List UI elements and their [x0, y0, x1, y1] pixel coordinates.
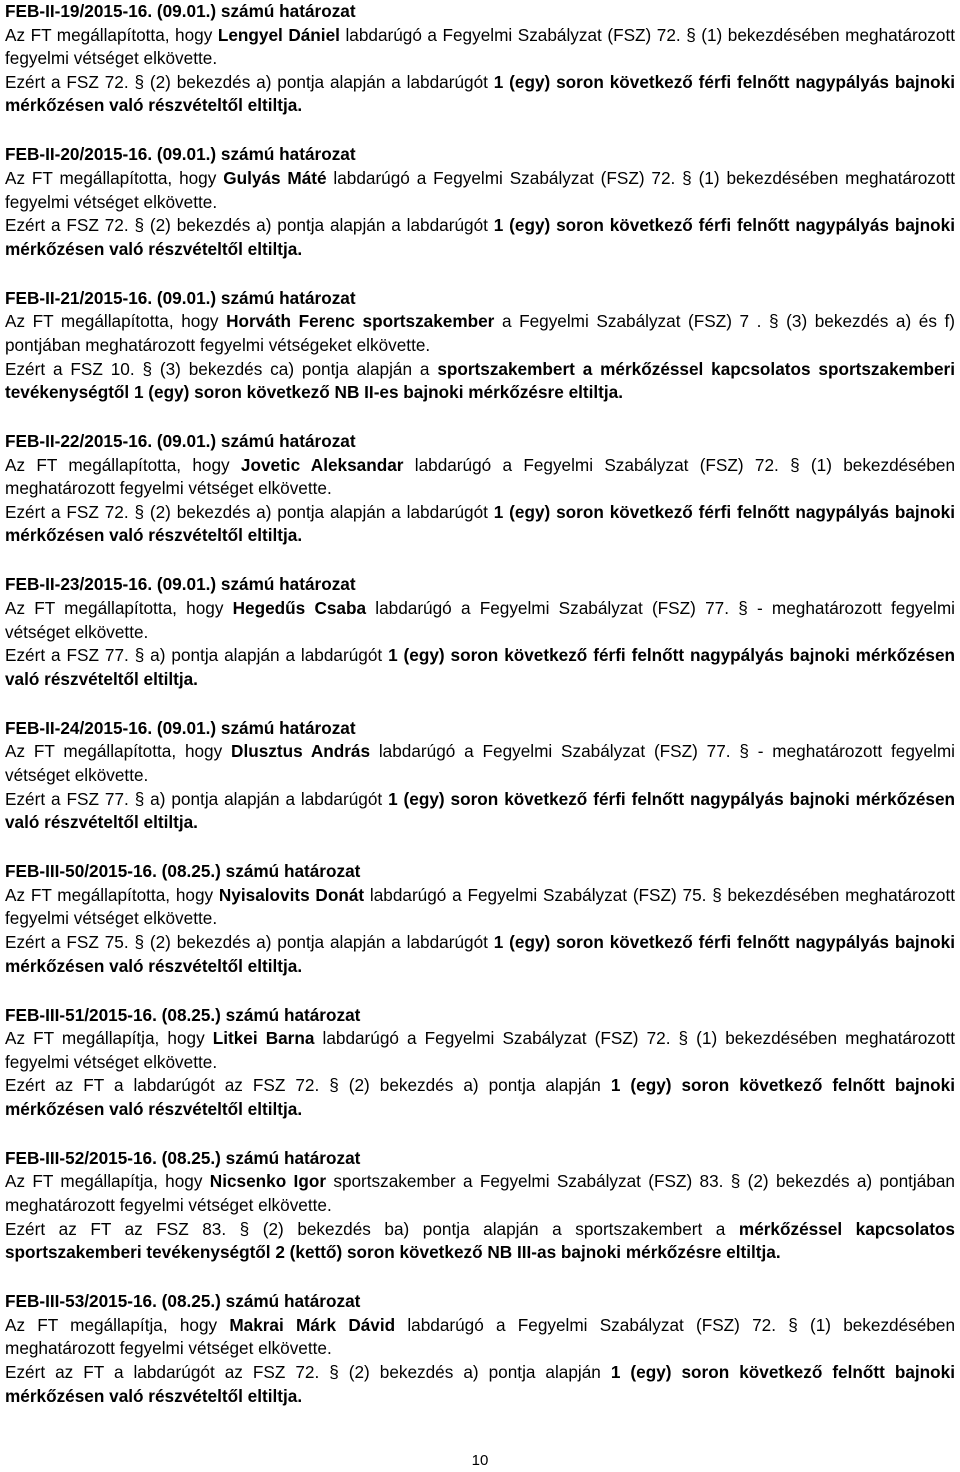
- text: Ezért a FSZ 72. § (2) bekezdés a) pontja alapján a labdarúgót: [5, 71, 494, 92]
- bold-text: Lengyel Dániel: [217, 24, 340, 45]
- decision-header: FEB-II-19/2015-16. (09.01.) számú határozat: [5, 1, 356, 21]
- text: Ezért a FSZ 75. § (2) bekezdés a) pontja alapján a labdarúgót: [5, 931, 494, 952]
- decision-header: FEB-II-24/2015-16. (09.01.) számú határozat: [5, 717, 356, 738]
- decision-entry: [5, 430, 955, 548]
- sanction-paragraph: [5, 644, 955, 691]
- sanction-paragraph: [5, 501, 955, 548]
- bold-text: Gulyás Máté: [223, 167, 327, 188]
- text: Ezért az FT a labdarúgót az FSZ 72. § (2) bekezdés a) pontja alapján: [5, 1075, 611, 1096]
- sanction-paragraph: [5, 931, 955, 978]
- text: Ezért a FSZ 72. § (2) bekezdés a) pontja alapján a labdarúgót: [5, 501, 494, 522]
- decision-header: FEB-III-52/2015-16. (08.25.) számú határozat: [5, 1147, 361, 1168]
- bold-text: Nicsenko Igor: [209, 1171, 327, 1192]
- decision-header: FEB-II-22/2015-16. (09.01.) számú határozat: [5, 431, 356, 452]
- finding-paragraph: [5, 884, 955, 931]
- finding-paragraph: [5, 454, 955, 501]
- sanction-paragraph: [5, 1074, 955, 1121]
- text: labdarúgó a Fegyelmi Szabályzat (FSZ) 72. § (1) bekezdésében meghatározott fegyelmi vétséget elkövette.: [5, 1314, 956, 1359]
- bold-text: Horváth Ferenc sportszakember: [226, 311, 495, 332]
- text: Ezért a FSZ 72. § (2) bekezdés a) pontja alapján a labdarúgót: [5, 215, 494, 236]
- bold-text: Dlusztus András: [231, 741, 371, 762]
- text: Ezért a FSZ 77. § a) pontja alapján a labdarúgót: [5, 788, 389, 809]
- text: Az FT megállapítja, hogy: [5, 1028, 213, 1049]
- bold-text: Jovetic Aleksandar: [240, 454, 404, 475]
- finding-paragraph: [5, 310, 955, 357]
- bold-text: mérkőzéssel kapcsolatos sportszakemberi tevékenységtől 2 (kettő) soron következő NB III-as bajnoki mérkőzésre eltiltja.: [5, 1218, 955, 1263]
- sanction-paragraph: [5, 788, 955, 835]
- text: Ezért az FT a labdarúgót az FSZ 72. § (2) bekezdés a) pontja alapján: [5, 1362, 611, 1383]
- finding-paragraph: [5, 740, 955, 787]
- finding-paragraph: [5, 167, 955, 214]
- finding-paragraph: [5, 1027, 955, 1074]
- decision-header: FEB-III-53/2015-16. (08.25.) számú határozat: [5, 1291, 361, 1312]
- bold-text: Hegedűs Csaba: [232, 598, 367, 619]
- text: sportszakember a Fegyelmi Szabályzat (FSZ) 83. § (2) bekezdés a) pontjában meghatározott fegyelmi vétséget elkövette.: [5, 1171, 955, 1216]
- finding-paragraph: [5, 1314, 955, 1361]
- sanction-paragraph: [5, 358, 955, 405]
- text: Az FT megállapította, hogy: [5, 884, 219, 905]
- decision-header: FEB-II-23/2015-16. (09.01.) számú határozat: [5, 574, 356, 595]
- text: a Fegyelmi Szabályzat (FSZ) 7 . § (3) bekezdés a) és f) pontjában meghatározott fegyelmi vétségeket elkövette.: [5, 311, 955, 355]
- bold-text: 1 (egy) soron következő férfi felnőtt nagypályás bajnoki mérkőzésen való részvételtől eltiltja.: [5, 788, 955, 833]
- text: labdarúgó a Fegyelmi Szabályzat (FSZ) 72. § (1) bekezdésében meghatározott fegyelmi vétséget elkövette.: [5, 167, 955, 212]
- sanction-paragraph: [5, 214, 955, 261]
- decision-entry: [5, 0, 955, 118]
- text: labdarúgó a Fegyelmi Szabályzat (FSZ) 77. § - meghatározott fegyelmi vétséget elkövette.: [5, 598, 956, 642]
- text: Ezért az FT az FSZ 83. § (2) bekezdés ba) pontja alapján a sportszakembert a: [5, 1218, 739, 1239]
- bold-text: Nyisalovits Donát: [218, 884, 365, 905]
- finding-paragraph: [5, 597, 955, 644]
- sanction-paragraph: [5, 1218, 955, 1265]
- bold-text: 1 (egy) soron következő férfi felnőtt nagypályás bajnoki mérkőzésen való részvételtől eltiltja.: [5, 501, 955, 546]
- decision-entry: [5, 860, 955, 978]
- text: Az FT megállapítja, hogy: [5, 1314, 230, 1335]
- bold-text: 1 (egy) soron következő férfi felnőtt nagypályás bajnoki mérkőzésen való részvételtől eltiltja.: [5, 931, 955, 976]
- text: labdarúgó a Fegyelmi Szabályzat (FSZ) 75. § bekezdésében meghatározott fegyelmi vétséget elkövette.: [5, 884, 955, 929]
- decision-entry: [5, 1147, 955, 1265]
- decision-header: FEB-II-21/2015-16. (09.01.) számú határozat: [5, 287, 356, 308]
- finding-paragraph: [5, 24, 955, 71]
- decision-entry: [5, 287, 955, 405]
- text: Ezért a FSZ 77. § a) pontja alapján a labdarúgót: [5, 645, 389, 666]
- text: Az FT megállapítja, hogy: [5, 1171, 210, 1192]
- decision-entry: [5, 143, 955, 261]
- decision-header: FEB-II-20/2015-16. (09.01.) számú határozat: [5, 144, 356, 165]
- decision-entry: [5, 717, 955, 835]
- bold-text: 1 (egy) soron következő felnőtt bajnoki mérkőzésen való részvételtől eltiltja.: [5, 1075, 955, 1119]
- bold-text: 1 (egy) soron következő férfi felnőtt nagypályás bajnoki mérkőzésen való részvételtől eltiltja.: [5, 645, 955, 689]
- text: Az FT megállapította, hogy: [5, 24, 218, 45]
- text: Az FT megállapította, hogy: [5, 454, 241, 475]
- page-number: 10: [471, 1452, 489, 1469]
- sanction-paragraph: [5, 1361, 955, 1408]
- text: Ezért a FSZ 10. § (3) bekezdés ca) pontja alapján a: [5, 358, 438, 379]
- finding-paragraph: [5, 1170, 955, 1217]
- bold-text: 1 (egy) soron következő férfi felnőtt nagypályás bajnoki mérkőzésen való részvételtől eltiltja.: [5, 215, 955, 259]
- decision-entry: [5, 1004, 955, 1122]
- decision-entry: [5, 1290, 955, 1408]
- text: Az FT megállapította, hogy: [5, 167, 224, 188]
- text: Az FT megállapította, hogy: [5, 741, 232, 762]
- text: Az FT megállapította, hogy: [5, 311, 227, 332]
- decision-entry: [5, 573, 955, 691]
- bold-text: Litkei Barna: [212, 1028, 315, 1049]
- bold-text: sportszakembert a mérkőzéssel kapcsolatos sportszakemberi tevékenységtől 1 (egy) soron következő NB II-es bajnoki mérkőzésre eltiltja.: [5, 358, 955, 403]
- text: labdarúgó a Fegyelmi Szabályzat (FSZ) 72. § (1) bekezdésében meghatározott fegyelmi vétséget elkövette.: [5, 24, 956, 69]
- decision-header: FEB-III-50/2015-16. (08.25.) számú határozat: [5, 861, 361, 882]
- text: labdarúgó a Fegyelmi Szabályzat (FSZ) 72. § (1) bekezdésében meghatározott fegyelmi vétséget elkövette.: [5, 1028, 955, 1072]
- text: labdarúgó a Fegyelmi Szabályzat (FSZ) 77. § - meghatározott fegyelmi vétséget elkövette.: [5, 741, 955, 785]
- text: labdarúgó a Fegyelmi Szabályzat (FSZ) 72. § (1) bekezdésében meghatározott fegyelmi vétséget elkövette.: [5, 454, 956, 499]
- text: Az FT megállapította, hogy: [5, 598, 233, 619]
- bold-text: 1 (egy) soron következő férfi felnőtt nagypályás bajnoki mérkőzésen való részvételtől eltiltja.: [5, 71, 955, 116]
- sanction-paragraph: [5, 71, 955, 118]
- bold-text: 1 (egy) soron következő felnőtt bajnoki mérkőzésen való részvételtől eltiltja.: [5, 1362, 955, 1406]
- document-body: [5, 0, 955, 1434]
- bold-text: Makrai Márk Dávid: [229, 1314, 396, 1335]
- decision-header: FEB-III-51/2015-16. (08.25.) számú határozat: [5, 1004, 361, 1025]
